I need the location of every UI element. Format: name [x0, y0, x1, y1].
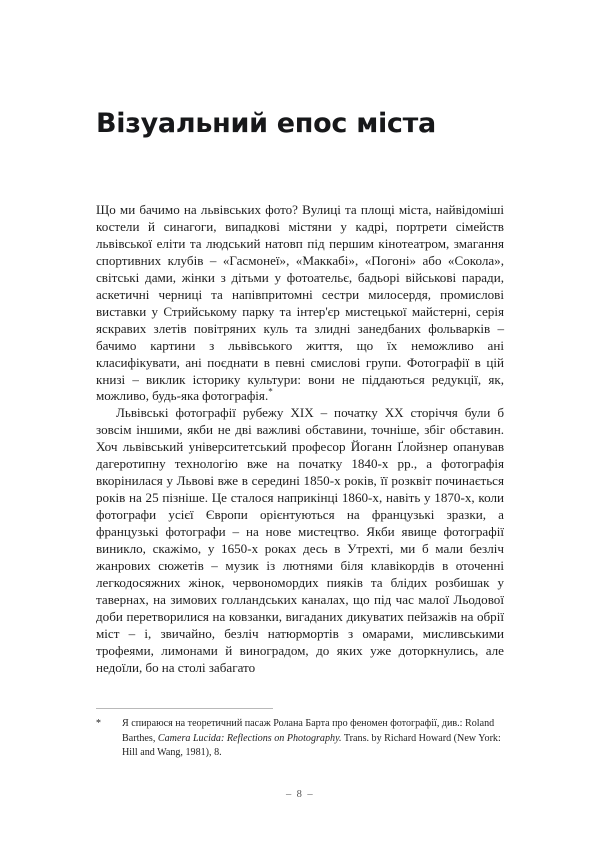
- footnote-item: [96, 717, 504, 761]
- footnote-area: [96, 708, 504, 761]
- footnote-text-tail: Trans. by Richard Howard (New York: Hill and Wang, 1981), 8.: [122, 732, 501, 759]
- footnote-text-lead: Я спираюся на теоретичний пасаж Ролана Барта про феномен фотографії, див.: Roland Barthes,: [122, 718, 495, 744]
- page-title: Візуальний епос міста: [96, 108, 436, 139]
- page-content: [96, 0, 504, 677]
- paragraph-1-text: Що ми бачимо на львівських фото? Вулиці та площі міста, найвідоміші костели й синагоги, випадкові містяни у кадрі, портрети сімейств львівської еліти та людський натовп під першим кінотеатром, змагання спортивних клубів – «Гасмонеї», «Маккабі», «Погоні» або «Сокола», світські дами, жінки з дітьми у фотоательє, бадьорі військові паради, аскетичні черниці та напівпритомні сестри милосердя, промислові виставки у Стрийському парку та інтер'єр мистецької майстерні, серія яскравих злетів повітряних куль та злидні занедбаних фольварків – бачимо картини з львівського життя, що їх неможливо ані класифікувати, ані поєднати в певні смислові групи. Фотографії в цій книзі – виклик історику культури: вони не піддаються редукції, як, можливо, будь-яка фотографія.: [96, 202, 504, 404]
- paragraph-2: Львівські фотографії рубежу XIX – початку XX сторіччя були б зовсім іншими, якби не дві важливі обставини, точніше, збіг обставин. Хоч львівський університетський професор Йоганн Ґлойзнер опанував дагеротипну технологію вже на початку 1840-х рр., а фотографія вкорінилася у Львові вже в середині 1850-х років, її розквіт починається років на 25 пізніше. Це сталося наприкінці 1860-х, навіть у 1870-х, коли фотографи усієї Європи орієнтуються на французькі зразки, а французькі фотографи – на нове мистецтво. Якби явище фотографії виникло, скажімо, у 1650-х роках десь в Утрехті, ми б мали безліч жанрових сюжетів – музик із лютнями біля клавікордів в оточенні легкодосяжних жінок, червономордих пияків та блідих розбишак у тавернах, на зимових голландських каналах, що під час малої Льодової доби перетворилися на ковзанки, вигаданих дикуватих пейзажів на обрії міст – і, звичайно, безліч натюрмортів з омарами, мисливськими трофеями, лимонами й виноградом, до яких уже доторкнулись, але недоїли, бо на столі забагато: [96, 405, 504, 675]
- footnote-separator-rule: [96, 708, 273, 709]
- footnote-text: [122, 717, 504, 761]
- page-number: – 8 –: [286, 789, 314, 800]
- footnote-reference-marker[interactable]: *: [268, 387, 273, 398]
- footnote-cited-work-title: Camera Lucida: Reflections on Photography.: [157, 732, 342, 744]
- paragraph-1: [96, 202, 504, 405]
- footnote-marker: *: [96, 718, 101, 729]
- body-text-block: [96, 202, 504, 677]
